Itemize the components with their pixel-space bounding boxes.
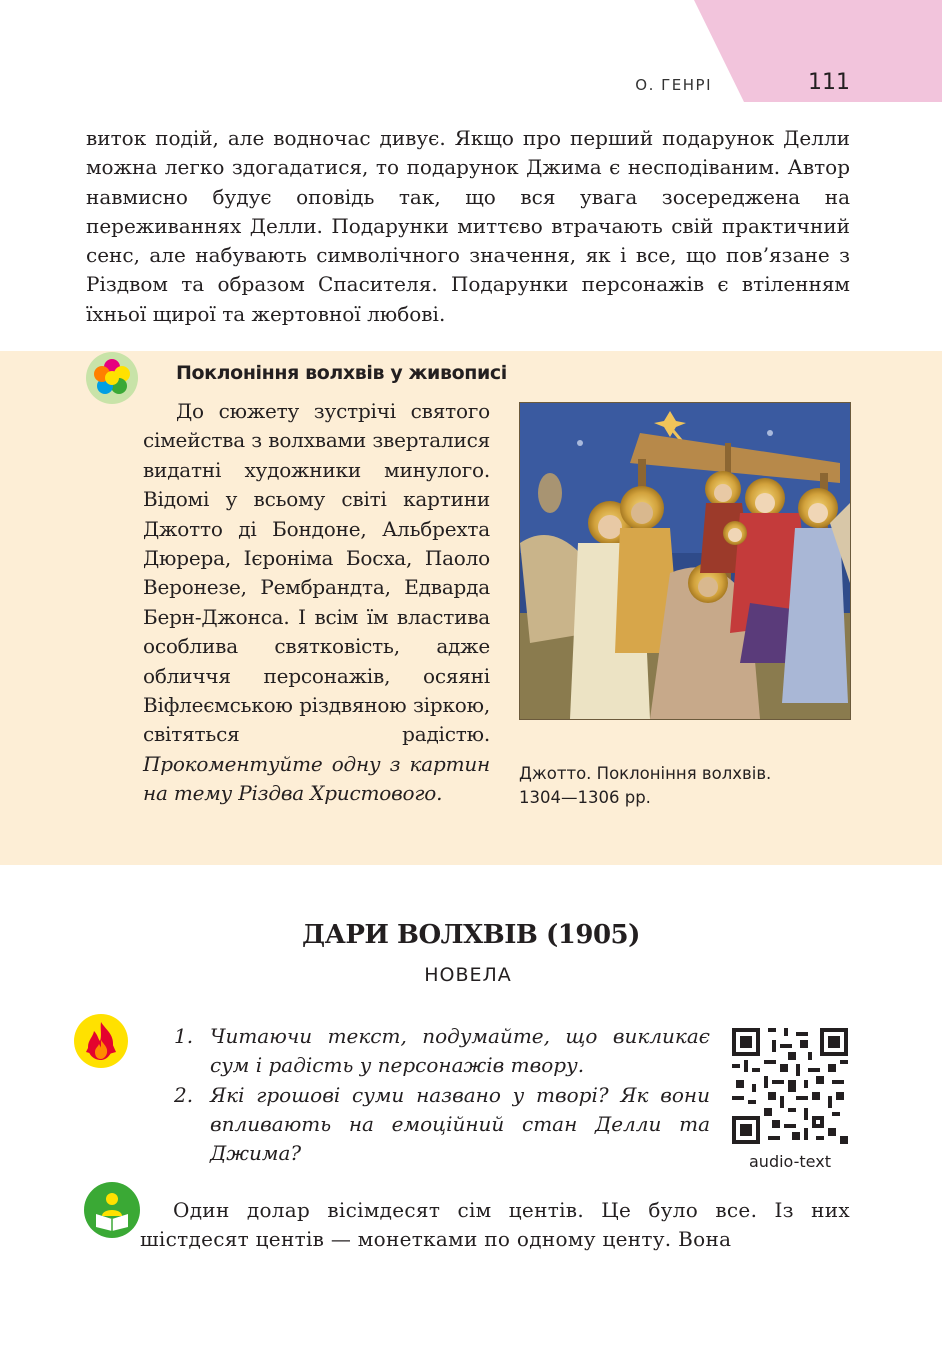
giotto-adoration-painting [519, 402, 851, 720]
question-text: Читаючи текст, подумайте, що викликає сум і радість у персонажів твору. [210, 1024, 710, 1078]
painting-caption [519, 762, 849, 810]
question-item [174, 1081, 710, 1169]
running-head: О. ГЕНРІ [635, 76, 712, 94]
page-number: 111 [808, 70, 850, 95]
fire-icon [74, 1014, 128, 1068]
flower-icon [86, 352, 138, 404]
reading-icon [84, 1182, 140, 1238]
question-item [174, 1022, 710, 1081]
work-genre: НОВЕЛА [424, 964, 512, 986]
art-box-task: Прокоментуйте одну з картин на тему Різдва Христового. [143, 751, 490, 806]
qr-label: audio-text [749, 1152, 831, 1171]
art-box-title: Поклоніння волхвів у живописі [176, 362, 507, 384]
intro-paragraph: виток подій, але водночас дивує. Якщо про перший подарунок Делли можна легко здогадатися, то подарунок Джима є несподіваним. Автор навмисно будує оповідь так, що вся увага зосереджена на переживаннях Делли. Подарунки миттєво втрачають свій практичний сенс, але набувають символічного значення, як і все, що пов’язане з Різдвом та образом Спасителя. Подарунки персонажів є втіленням їхньої щирої та жертовної любові. [86, 126, 850, 326]
audio-qr-code[interactable] [732, 1028, 848, 1144]
art-box-body: До сюжету зустрічі святого сімейства з волхвами зверталися видатні художники минулого. Відомі у всьому світі картини Джотто ді Бондоне, Альбрехта Дюрера, Ієроніма Босха, Паоло Веронезе, Рембрандта, Едварда Берн-Джонса. І всім їм властива особлива святковість, адже обличчя персонажів, осяяні Віфлеємською різдвяною зіркою, світяться радістю. [143, 399, 490, 747]
art-box-text [143, 397, 490, 809]
work-title: ДАРИ ВОЛХВІВ (1905) [302, 920, 640, 950]
question-text: Які грошові суми названо у творі? Як вони впливають на емоційний стан Делли та Джима? [210, 1082, 710, 1166]
caption-line-1: Джотто. Поклоніння волхвів. [519, 764, 772, 783]
caption-line-2: 1304—1306 рр. [519, 788, 651, 807]
reading-questions [174, 1022, 710, 1168]
story-opening: Один долар вісімдесят сім центів. Це було все. Із них шістдесят центів — монетками по одному центу. Вона [140, 1198, 850, 1252]
question-number: 2. [174, 1082, 194, 1107]
question-number: 1. [174, 1024, 194, 1048]
